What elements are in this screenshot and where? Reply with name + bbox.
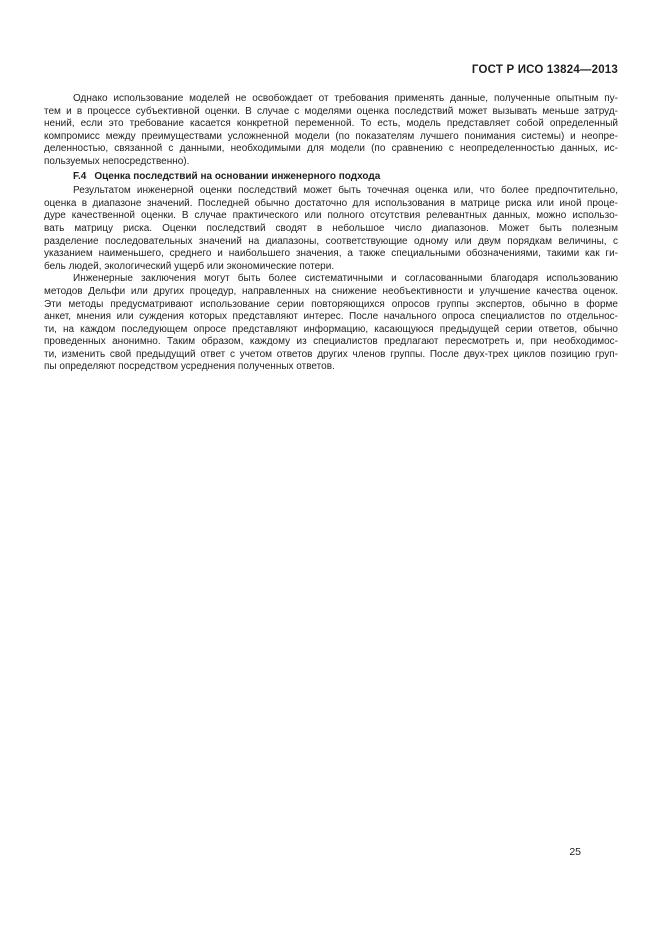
paragraph-line: разделение последовательных значений на диапазоны, соответствующие одному или двум порядкам величины, с bbox=[44, 235, 618, 247]
paragraph-line: проведенных анонимно. Таким образом, каждому из специалистов предлагают пересмотреть и, при необходимос- bbox=[44, 336, 618, 348]
paragraph-line: ти, на каждом последующем опросе представляют информацию, касающуюся предыдущей серии ответов, обычно bbox=[44, 323, 618, 335]
paragraph-line: деленностью, связанной с данными, необходимыми для модели (по сравнению с неопределенностью данных, ис- bbox=[44, 143, 618, 155]
paragraph-line: Эти методы предусматривают использование серии повторяющихся опросов группы экспертов, обычно в форме bbox=[44, 298, 618, 310]
paragraph-first-line: Инженерные заключения могут быть более систематичными и согласованными благодаря использованию bbox=[73, 273, 618, 285]
paragraph-line: нений, если это требование касается конкретной переменной. То есть, модель представляет собой определенный bbox=[44, 118, 618, 130]
paragraph-line: указанием наименьшего, среднего и наибольшего значения, а также специальными обозначениями, такими как ги- bbox=[44, 248, 618, 260]
section-number: F.4 bbox=[73, 170, 87, 182]
paragraph-line: пы определяют посредством усреднения полученных ответов. bbox=[44, 361, 335, 373]
paragraph-first-line: Однако использование моделей не освобождает от требования применять данные, полученные опытным пу- bbox=[73, 93, 618, 104]
paragraph-line: дуре качественной оценки. В случае практического или полного отсутствия релевантных данных, можно использо- bbox=[44, 210, 618, 222]
paragraph-line: анкет, мнения или суждения которых представляют интерес. После начального опроса специалистов по отдельнос- bbox=[44, 311, 618, 323]
paragraph-line: вать матрицу риска. Оценки последствий сводят в небольшое число диапазонов. Может быть полезным bbox=[44, 222, 618, 234]
paragraph-line: методов Дельфи или других процедур, направленных на снижение необъективности и улучшение качества оценок. bbox=[44, 285, 618, 297]
document-code-header: ГОСТ Р ИСО 13824—2013 bbox=[471, 64, 618, 76]
paragraph-line: ти, изменить свой предыдущий ответ с учетом ответов других членов группы. После двух-трех циклов позицию груп- bbox=[44, 348, 618, 360]
body-text bbox=[44, 93, 618, 374]
paragraph-line: бель людей, экологический ущерб или экономические потери. bbox=[44, 260, 335, 272]
paragraph-line: тем и в процессе субъективной оценки. В случае с моделями оценка последствий может вызывать меньше затруд- bbox=[44, 105, 618, 117]
paragraph-first-line: Результатом инженерной оценки последствий может быть точечная оценка или, что более предпочтительно, bbox=[73, 185, 618, 197]
paragraph-line: оценка в диапазоне значений. Последней обычно достаточно для использования в матрице риска или иной проце- bbox=[44, 197, 618, 209]
paragraph-line: компромисс между преимуществами усложненной модели (по показателям лучшего понимания системы) и неопре- bbox=[44, 130, 618, 142]
section-title: Оценка последствий на основании инженерного подхода bbox=[94, 170, 381, 182]
section-heading bbox=[44, 171, 618, 184]
paragraph-line: пользуемых непосредственно). bbox=[44, 155, 190, 167]
page-number: 25 bbox=[569, 846, 581, 858]
